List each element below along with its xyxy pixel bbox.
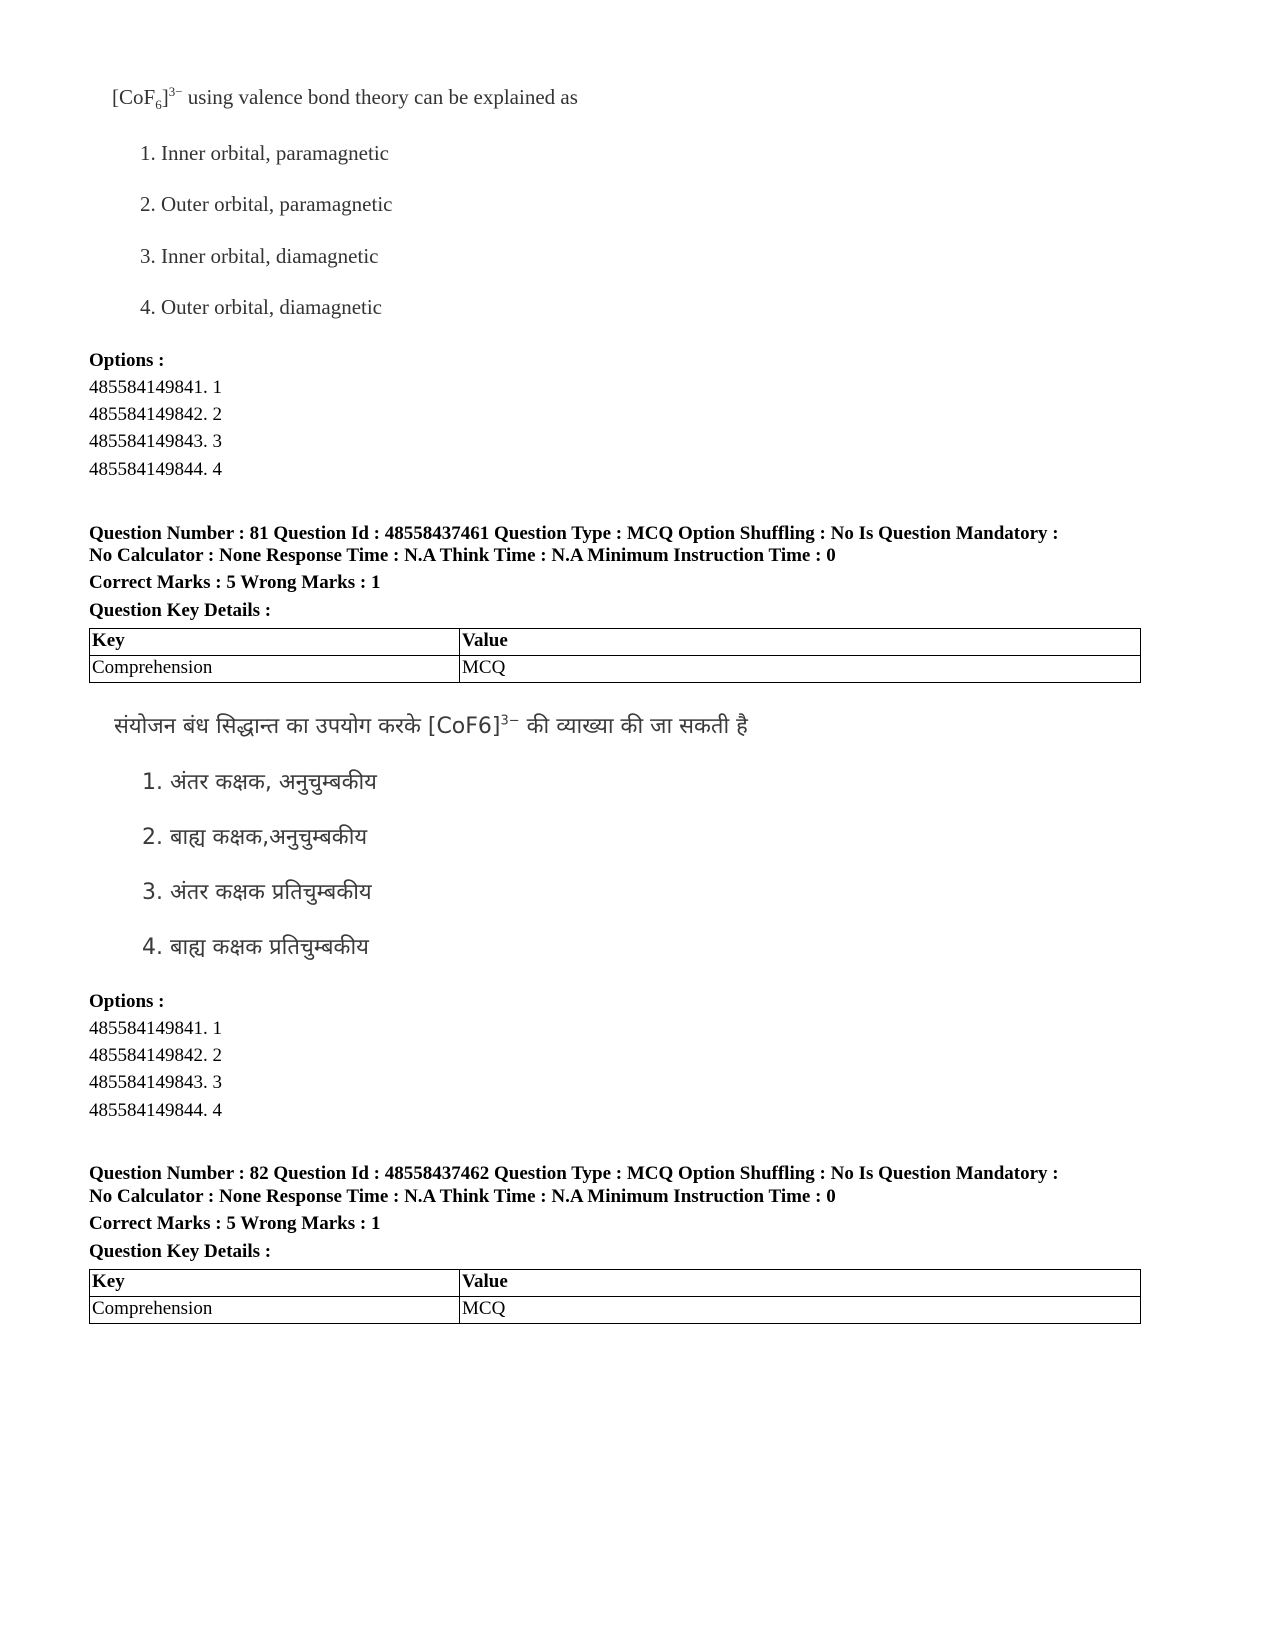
options-heading: Options : xyxy=(89,350,165,371)
key-details-label: Question Key Details : xyxy=(89,1241,272,1262)
table-cell: Value xyxy=(460,1270,1141,1297)
table-header-row xyxy=(90,629,1141,656)
option-item: 485584149841. 1 xyxy=(89,1018,222,1039)
choice-item: 1. Inner orbital, paramagnetic xyxy=(140,141,389,165)
table-cell: MCQ xyxy=(460,656,1141,683)
key-details-table xyxy=(89,1269,1141,1324)
marks-line: Correct Marks : 5 Wrong Marks : 1 xyxy=(89,1213,381,1234)
option-item: 485584149843. 3 xyxy=(89,431,222,452)
choice-item: 1. अंतर कक्षक, अनुचुम्बकीय xyxy=(142,770,377,795)
table-cell: MCQ xyxy=(460,1297,1141,1324)
choice-item: 2. Outer orbital, paramagnetic xyxy=(140,192,393,216)
choice-item: 4. Outer orbital, diamagnetic xyxy=(140,295,383,319)
choice-item: 2. बाह्य कक्षक,अनुचुम्बकीय xyxy=(142,825,368,850)
question-header: No Calculator : None Response Time : N.A Think Time : N.A Minimum Instruction Time : 0 xyxy=(89,1186,836,1207)
table-cell: Key xyxy=(90,629,460,656)
option-item: 485584149842. 2 xyxy=(89,404,222,425)
question-header: No Calculator : None Response Time : N.A Think Time : N.A Minimum Instruction Time : 0 xyxy=(89,545,836,566)
marks-line: Correct Marks : 5 Wrong Marks : 1 xyxy=(89,572,381,593)
key-details-table xyxy=(89,628,1141,683)
question-stem-hindi: संयोजन बंध सिद्धान्त का उपयोग करके $[CoF6]^{3-}$ की व्याख्या की जा सकती है xyxy=(114,713,748,739)
question-header: Question Number : 81 Question Id : 48558437461 Question Type : MCQ Option Shuffling : No Is Question Mandatory : xyxy=(89,523,1059,544)
table-cell: Comprehension xyxy=(90,656,460,683)
question-stem: $[CoF_6]^{3-}$ using valence bond theory can be explained as xyxy=(112,84,578,113)
table-row xyxy=(90,1297,1141,1324)
choice-item: 3. अंतर कक्षक प्रतिचुम्बकीय xyxy=(142,880,372,905)
table-row xyxy=(90,656,1141,683)
choice-item: 4. बाह्य कक्षक प्रतिचुम्बकीय xyxy=(142,935,369,960)
option-item: 485584149844. 4 xyxy=(89,459,222,480)
table-cell: Comprehension xyxy=(90,1297,460,1324)
options-heading: Options : xyxy=(89,991,165,1012)
question-header: Question Number : 82 Question Id : 48558437462 Question Type : MCQ Option Shuffling : No Is Question Mandatory : xyxy=(89,1163,1059,1184)
table-cell: Value xyxy=(460,629,1141,656)
table-header-row xyxy=(90,1270,1141,1297)
option-item: 485584149844. 4 xyxy=(89,1100,222,1121)
option-item: 485584149843. 3 xyxy=(89,1072,222,1093)
option-item: 485584149842. 2 xyxy=(89,1045,222,1066)
key-details-label: Question Key Details : xyxy=(89,600,272,621)
table-cell: Key xyxy=(90,1270,460,1297)
choice-item: 3. Inner orbital, diamagnetic xyxy=(140,244,379,268)
option-item: 485584149841. 1 xyxy=(89,377,222,398)
